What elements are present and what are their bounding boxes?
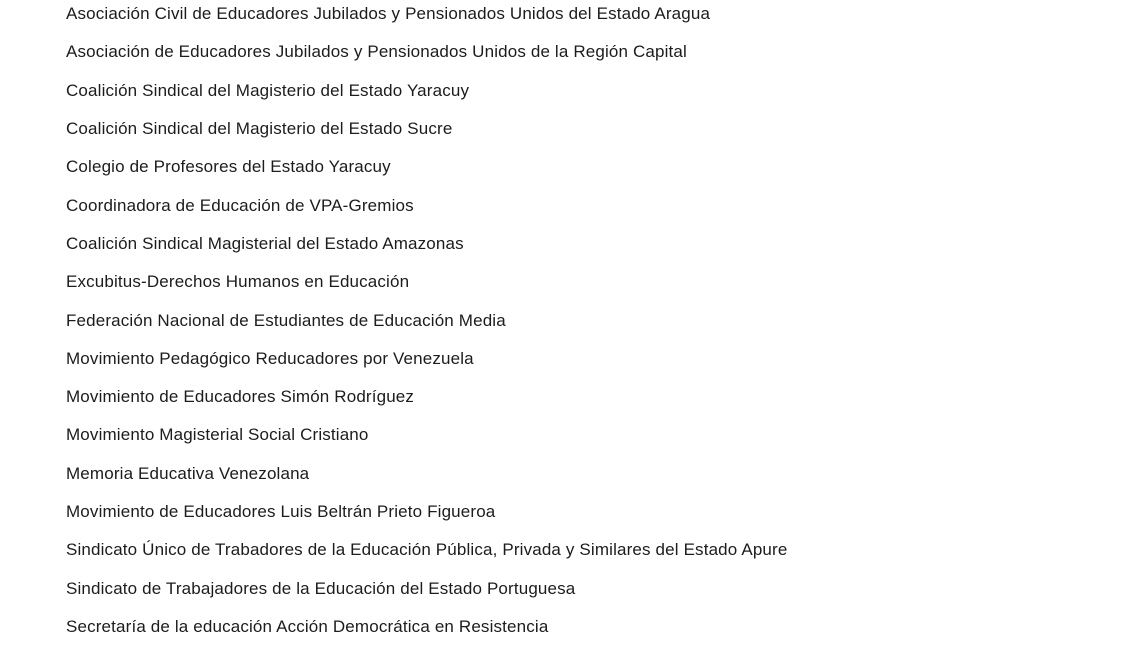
org-list bbox=[66, 0, 1140, 646]
list-item: Sindicato Único de Trabadores de la Educación Pública, Privada y Similares del Estado Apure bbox=[66, 540, 788, 560]
list-item: Colegio de Profesores del Estado Yaracuy bbox=[66, 157, 391, 177]
list-item: Federación Nacional de Estudiantes de Educación Media bbox=[66, 310, 506, 330]
list-item: Coordinadora de Educación de VPA-Gremios bbox=[66, 195, 414, 215]
list-item: Coalición Sindical del Magisterio del Estado Sucre bbox=[66, 119, 453, 139]
list-item: Coalición Sindical Magisterial del Estado Amazonas bbox=[66, 233, 464, 253]
list-item: Movimiento de Educadores Simón Rodríguez bbox=[66, 387, 415, 407]
list-item: Asociación Civil de Educadores Jubilados y Pensionados Unidos del Estado Aragua bbox=[66, 4, 711, 24]
list-item: Asociación de Educadores Jubilados y Pensionados Unidos de la Región Capital bbox=[66, 42, 687, 62]
list-item: Secretaría de la educación Acción Democrática en Resistencia bbox=[66, 616, 549, 636]
list-item: Memoria Educativa Venezolana bbox=[66, 463, 310, 483]
list-item: Sindicato de Trabajadores de la Educación del Estado Portuguesa bbox=[66, 578, 576, 598]
list-item: Movimiento de Educadores Luis Beltrán Prieto Figueroa bbox=[66, 502, 496, 521]
list-item: Excubitus-Derechos Humanos en Educación bbox=[66, 272, 410, 292]
list-item: Coalición Sindical del Magisterio del Estado Yaracuy bbox=[66, 80, 470, 100]
list-item: Movimiento Magisterial Social Cristiano bbox=[66, 425, 369, 445]
list-item: Movimiento Pedagógico Reducadores por Venezuela bbox=[66, 348, 474, 368]
